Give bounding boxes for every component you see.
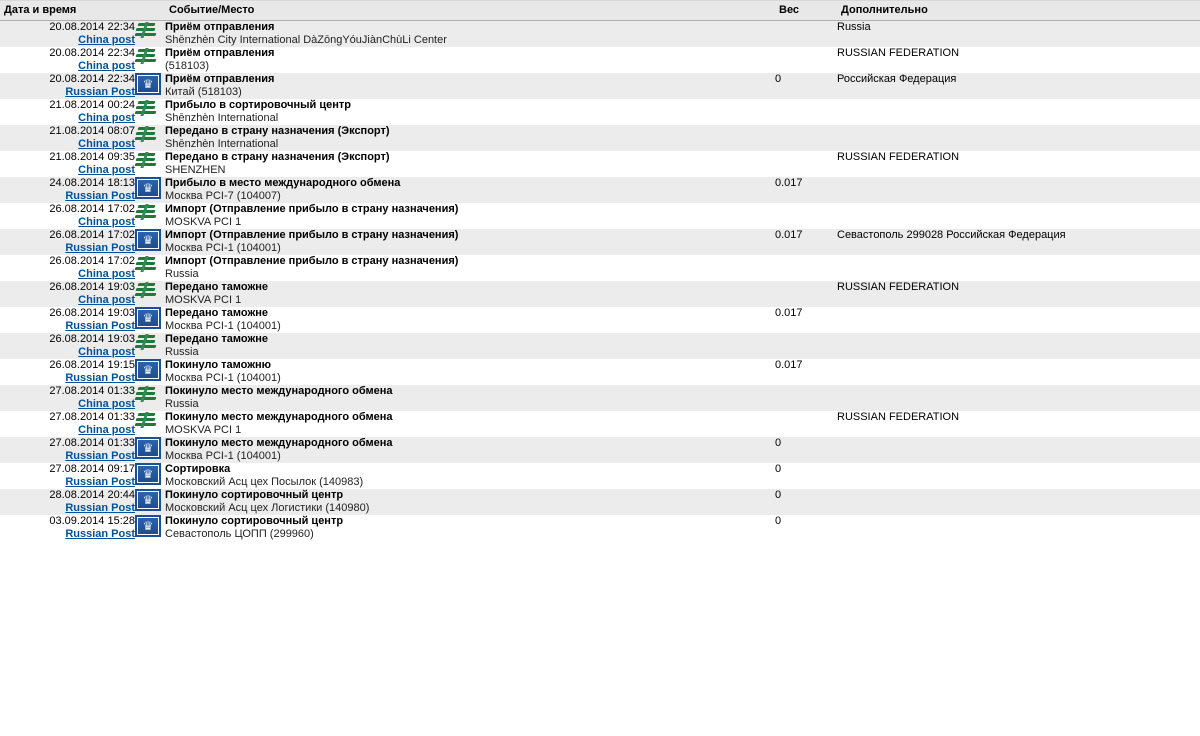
carrier-icon-cell [135, 151, 165, 177]
event-place: Севастополь ЦОПП (299960) [165, 528, 314, 540]
event-extra [837, 255, 1200, 281]
table-row [0, 125, 1200, 151]
china-post-icon [135, 281, 159, 301]
event-datetime-cell [0, 463, 135, 489]
event-datetime: 26.08.2014 17:02 [49, 229, 135, 241]
event-datetime-cell [0, 385, 135, 411]
event-cell [165, 73, 775, 99]
event-title: Передано таможне [165, 281, 269, 293]
carrier-icon-cell [135, 489, 165, 515]
russian-post-icon: ♛ [135, 359, 161, 381]
event-title: Прибыло в место международного обмена [165, 177, 401, 189]
event-place: (518103) [165, 60, 210, 72]
event-datetime-cell [0, 99, 135, 125]
event-place: SHENZHEN [165, 164, 226, 176]
event-extra [837, 437, 1200, 463]
event-datetime-cell [0, 515, 135, 541]
event-datetime-cell [0, 125, 135, 151]
column-header-icon [135, 1, 165, 21]
event-extra: RUSSIAN FEDERATION [837, 411, 1200, 437]
event-datetime-cell [0, 359, 135, 385]
carrier-link[interactable]: China post [78, 112, 135, 124]
event-cell [165, 411, 775, 437]
event-title: Сортировка [165, 463, 231, 475]
event-weight: 0.017 [775, 359, 837, 385]
event-datetime-cell [0, 489, 135, 515]
event-datetime-cell [0, 255, 135, 281]
event-datetime-cell [0, 47, 135, 73]
event-title: Передано в страну назначения (Экспорт) [165, 125, 390, 137]
china-post-icon [135, 411, 159, 431]
column-header-event: Событие/Место [165, 1, 775, 21]
column-header-weight: Вес [775, 1, 837, 21]
carrier-link[interactable]: Russian Post [65, 528, 135, 540]
column-header-datetime: Дата и время [0, 1, 135, 21]
column-header-extra: Дополнительно [837, 1, 1200, 21]
event-datetime-cell [0, 307, 135, 333]
china-post-icon [135, 99, 159, 119]
table-row [0, 307, 1200, 333]
event-datetime-cell [0, 411, 135, 437]
carrier-icon-cell [135, 99, 165, 125]
event-place: Shēnzhèn International [165, 138, 279, 150]
carrier-link[interactable]: Russian Post [65, 372, 135, 384]
table-row [0, 437, 1200, 463]
china-post-icon [135, 203, 159, 223]
event-datetime: 27.08.2014 01:33 [49, 437, 135, 449]
carrier-icon-cell [135, 281, 165, 307]
event-place: Russia [165, 398, 199, 410]
event-place: MOSKVA PCI 1 [165, 424, 242, 436]
event-weight: 0.017 [775, 307, 837, 333]
event-title: Импорт (Отправление прибыло в страну назначения) [165, 255, 459, 267]
table-row [0, 489, 1200, 515]
event-title: Приём отправления [165, 73, 275, 85]
event-cell [165, 437, 775, 463]
carrier-icon-cell [135, 437, 165, 463]
event-datetime: 20.08.2014 22:34 [49, 21, 135, 33]
carrier-link[interactable]: Russian Post [65, 242, 135, 254]
event-weight: 0 [775, 489, 837, 515]
carrier-link[interactable]: China post [78, 398, 135, 410]
event-datetime: 03.09.2014 15:28 [49, 515, 135, 527]
china-post-icon [135, 125, 159, 145]
event-extra [837, 385, 1200, 411]
event-place: Shēnzhèn City International DàZōngYóuJiànChùLi Center [165, 34, 447, 46]
russian-post-icon: ♛ [135, 73, 161, 95]
event-extra: RUSSIAN FEDERATION [837, 281, 1200, 307]
event-datetime-cell [0, 151, 135, 177]
carrier-link[interactable]: Russian Post [65, 476, 135, 488]
event-cell [165, 463, 775, 489]
carrier-link[interactable]: Russian Post [65, 86, 135, 98]
event-place: MOSKVA PCI 1 [165, 294, 242, 306]
event-datetime: 26.08.2014 17:02 [49, 255, 135, 267]
russian-post-icon: ♛ [135, 463, 161, 485]
event-extra [837, 333, 1200, 359]
table-row [0, 73, 1200, 99]
table-row [0, 229, 1200, 255]
carrier-link[interactable]: Russian Post [65, 190, 135, 202]
event-datetime: 26.08.2014 19:03 [49, 307, 135, 319]
event-title: Приём отправления [165, 47, 275, 59]
event-cell [165, 489, 775, 515]
event-datetime: 26.08.2014 19:03 [49, 333, 135, 345]
event-extra: Russia [837, 21, 1200, 48]
carrier-icon-cell [135, 21, 165, 48]
carrier-link[interactable]: China post [78, 138, 135, 150]
table-row [0, 281, 1200, 307]
carrier-link[interactable]: China post [78, 60, 135, 72]
event-weight: 0 [775, 437, 837, 463]
event-place: Москва PCI-1 (104001) [165, 320, 281, 332]
event-cell [165, 515, 775, 541]
carrier-icon-cell [135, 203, 165, 229]
event-cell [165, 177, 775, 203]
russian-post-icon: ♛ [135, 177, 161, 199]
event-place: Москва PCI-7 (104007) [165, 190, 281, 202]
carrier-icon-cell [135, 255, 165, 281]
event-weight: 0 [775, 73, 837, 99]
event-weight [775, 203, 837, 229]
event-title: Передано в страну назначения (Экспорт) [165, 151, 390, 163]
event-datetime-cell [0, 203, 135, 229]
event-extra: Российская Федерация [837, 73, 1200, 99]
event-weight [775, 21, 837, 48]
carrier-icon-cell [135, 307, 165, 333]
event-weight [775, 151, 837, 177]
event-weight [775, 385, 837, 411]
event-datetime-cell [0, 21, 135, 48]
event-weight [775, 47, 837, 73]
russian-post-icon: ♛ [135, 437, 161, 459]
event-place: Московский Асц цех Логистики (140980) [165, 502, 370, 514]
event-extra [837, 515, 1200, 541]
carrier-link[interactable]: China post [78, 346, 135, 358]
event-weight: 0.017 [775, 177, 837, 203]
event-datetime: 21.08.2014 09:35 [49, 151, 135, 163]
event-cell [165, 99, 775, 125]
event-extra: RUSSIAN FEDERATION [837, 47, 1200, 73]
event-datetime-cell [0, 333, 135, 359]
event-weight: 0.017 [775, 229, 837, 255]
event-title: Покинуло место международного обмена [165, 385, 393, 397]
carrier-icon-cell [135, 125, 165, 151]
russian-post-icon: ♛ [135, 515, 161, 537]
table-row [0, 463, 1200, 489]
carrier-link[interactable]: China post [78, 294, 135, 306]
event-title: Передано таможне [165, 333, 269, 345]
table-row [0, 99, 1200, 125]
event-datetime: 21.08.2014 00:24 [49, 99, 135, 111]
event-datetime: 27.08.2014 01:33 [49, 411, 135, 423]
event-cell [165, 151, 775, 177]
event-place: Москва PCI-1 (104001) [165, 242, 281, 254]
event-weight: 0 [775, 515, 837, 541]
table-header-row [0, 1, 1200, 21]
carrier-icon-cell [135, 333, 165, 359]
event-title: Импорт (Отправление прибыло в страну назначения) [165, 203, 459, 215]
event-datetime: 27.08.2014 09:17 [49, 463, 135, 475]
event-cell [165, 203, 775, 229]
event-title: Покинуло место международного обмена [165, 411, 393, 423]
china-post-icon [135, 47, 159, 67]
carrier-icon-cell [135, 359, 165, 385]
china-post-icon [135, 333, 159, 353]
event-datetime-cell [0, 281, 135, 307]
russian-post-icon: ♛ [135, 229, 161, 251]
event-title: Покинуло таможню [165, 359, 272, 371]
event-datetime: 21.08.2014 08:07 [49, 125, 135, 137]
carrier-link[interactable]: China post [78, 424, 135, 436]
carrier-icon-cell [135, 463, 165, 489]
event-title: Прибыло в сортировочный центр [165, 99, 351, 111]
carrier-icon-cell [135, 47, 165, 73]
event-cell [165, 333, 775, 359]
event-place: Russia [165, 268, 199, 280]
china-post-icon [135, 255, 159, 275]
table-row [0, 151, 1200, 177]
event-datetime-cell [0, 229, 135, 255]
event-extra: RUSSIAN FEDERATION [837, 151, 1200, 177]
event-extra [837, 307, 1200, 333]
event-cell [165, 281, 775, 307]
event-place: Китай (518103) [165, 86, 242, 98]
event-extra [837, 463, 1200, 489]
carrier-icon-cell [135, 177, 165, 203]
event-extra [837, 99, 1200, 125]
carrier-link[interactable]: Russian Post [65, 450, 135, 462]
event-cell [165, 385, 775, 411]
event-title: Покинуло место международного обмена [165, 437, 393, 449]
event-datetime: 20.08.2014 22:34 [49, 73, 135, 85]
event-weight [775, 99, 837, 125]
event-place: MOSKVA PCI 1 [165, 216, 242, 228]
event-extra [837, 489, 1200, 515]
event-cell [165, 125, 775, 151]
tracking-history-body [0, 21, 1200, 542]
table-row [0, 255, 1200, 281]
carrier-icon-cell [135, 515, 165, 541]
carrier-link[interactable]: China post [78, 164, 135, 176]
carrier-icon-cell [135, 73, 165, 99]
event-place: Russia [165, 346, 199, 358]
china-post-icon [135, 385, 159, 405]
event-weight [775, 411, 837, 437]
event-weight [775, 255, 837, 281]
event-datetime-cell [0, 73, 135, 99]
event-title: Импорт (Отправление прибыло в страну назначения) [165, 229, 459, 241]
event-title: Приём отправления [165, 21, 275, 33]
event-datetime: 26.08.2014 19:15 [49, 359, 135, 371]
carrier-icon-cell [135, 385, 165, 411]
carrier-link[interactable]: China post [78, 34, 135, 46]
event-datetime: 24.08.2014 18:13 [49, 177, 135, 189]
event-extra [837, 203, 1200, 229]
event-datetime: 26.08.2014 17:02 [49, 203, 135, 215]
carrier-link[interactable]: China post [78, 268, 135, 280]
table-row [0, 411, 1200, 437]
event-title: Передано таможне [165, 307, 269, 319]
event-weight [775, 125, 837, 151]
event-extra [837, 359, 1200, 385]
event-title: Покинуло сортировочный центр [165, 489, 344, 501]
event-cell [165, 229, 775, 255]
event-datetime: 26.08.2014 19:03 [49, 281, 135, 293]
carrier-link[interactable]: Russian Post [65, 320, 135, 332]
china-post-icon [135, 151, 159, 171]
table-row [0, 21, 1200, 48]
event-place: Московский Асц цех Посылок (140983) [165, 476, 364, 488]
event-weight: 0 [775, 463, 837, 489]
event-place: Москва PCI-1 (104001) [165, 450, 281, 462]
event-place: Shēnzhèn International [165, 112, 279, 124]
event-cell [165, 307, 775, 333]
event-cell [165, 359, 775, 385]
event-title: Покинуло сортировочный центр [165, 515, 344, 527]
table-row [0, 515, 1200, 541]
carrier-link[interactable]: China post [78, 216, 135, 228]
event-datetime: 28.08.2014 20:44 [49, 489, 135, 501]
event-weight [775, 333, 837, 359]
event-cell [165, 255, 775, 281]
event-datetime: 27.08.2014 01:33 [49, 385, 135, 397]
event-extra: Севастополь 299028 Российская Федерация [837, 229, 1200, 255]
carrier-icon-cell [135, 411, 165, 437]
carrier-icon-cell [135, 229, 165, 255]
event-datetime: 20.08.2014 22:34 [49, 47, 135, 59]
china-post-icon [135, 21, 159, 41]
table-row [0, 203, 1200, 229]
event-extra [837, 125, 1200, 151]
event-datetime-cell [0, 437, 135, 463]
event-cell [165, 47, 775, 73]
russian-post-icon: ♛ [135, 489, 161, 511]
event-extra [837, 177, 1200, 203]
event-datetime-cell [0, 177, 135, 203]
russian-post-icon: ♛ [135, 307, 161, 329]
event-cell [165, 21, 775, 48]
table-row [0, 47, 1200, 73]
event-weight [775, 281, 837, 307]
table-row [0, 333, 1200, 359]
carrier-link[interactable]: Russian Post [65, 502, 135, 514]
event-place: Москва PCI-1 (104001) [165, 372, 281, 384]
table-row [0, 385, 1200, 411]
table-row [0, 177, 1200, 203]
table-row [0, 359, 1200, 385]
